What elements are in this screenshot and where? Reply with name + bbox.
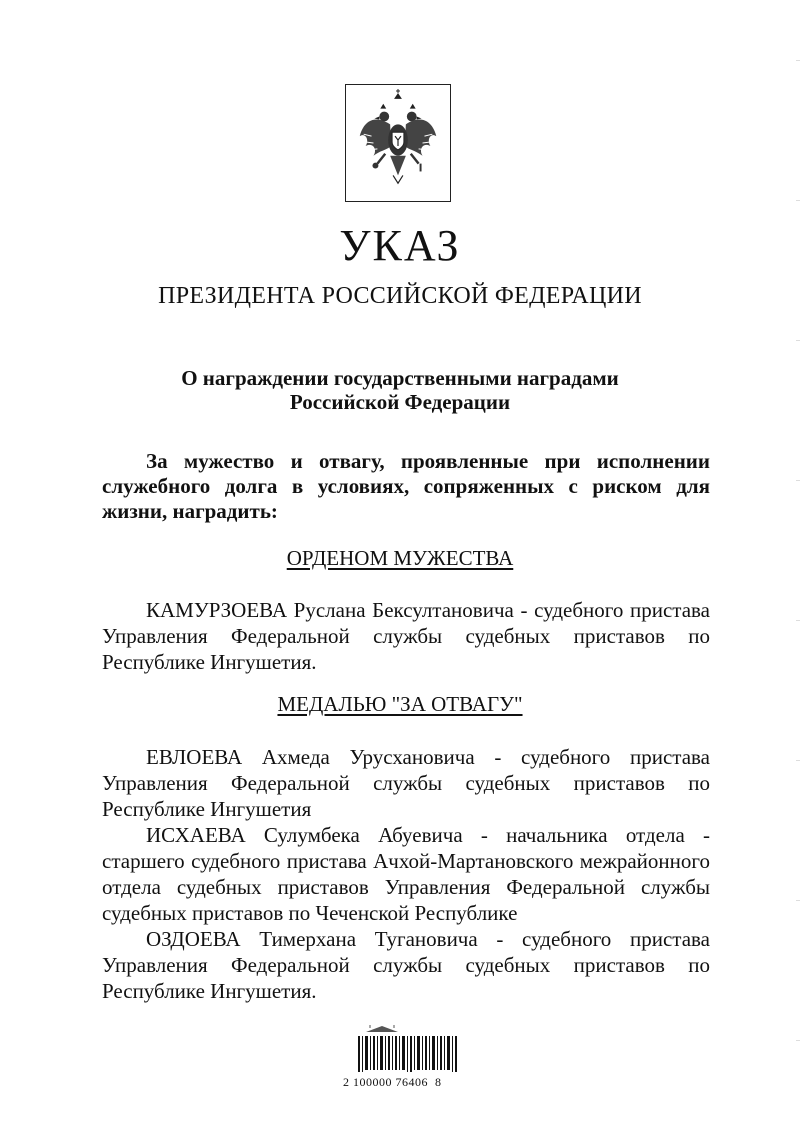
decree-subtitle: ПРЕЗИДЕНТА РОССИЙСКОЙ ФЕДЕРАЦИИ — [158, 283, 642, 309]
award-section-title — [0, 546, 800, 570]
barcode-graphic — [356, 1024, 462, 1074]
award-recipient-entry: ОЗДОЕВА Тимерхана Тугановича - судебного пристава Управления Федеральной службы судебных приставов по Республике Ингушетия. — [102, 927, 710, 1003]
decree-heading-line-1: О награждении государственными наградами — [181, 366, 619, 390]
medal-for-bravery-title: МЕДАЛЬЮ "ЗА ОТВАГУ" — [277, 692, 523, 716]
double-headed-eagle-icon — [346, 85, 450, 201]
award-recipient-entry: КАМУРЗОЕВА Руслана Бексултановича - судебного пристава Управления Федеральной службы судебных приставов по Республике Ингушетия. — [102, 598, 710, 674]
decree-intro-paragraph: За мужество и отвагу, проявленные при исполнении служебного долга в условиях, сопряженных с риском для жизни, наградить: — [102, 449, 710, 523]
barcode-icon — [356, 1024, 462, 1074]
decree-heading-line-2: Российской Федерации — [289, 390, 511, 414]
award-recipient-entry: ИСХАЕВА Сулумбека Абуевича - начальника отдела - старшего судебного пристава Ачхой-Мартановского межрайонного отдела судебных приставов Управления Федеральной службы судебных приставов по Чеченской Республике — [102, 823, 710, 925]
barcode-number: 2 100000 76406 8 — [343, 1075, 442, 1089]
order-of-courage-title: ОРДЕНОМ МУЖЕСТВА — [286, 546, 514, 570]
decree-heading — [0, 366, 800, 414]
award-section-title — [0, 692, 800, 716]
scan-edge-shadow — [796, 0, 800, 1132]
award-recipient-entry: ЕВЛОЕВА Ахмеда Урусхановича - судебного пристава Управления Федеральной службы судебных приставов по Республике Ингушетия — [102, 745, 710, 821]
decree-title: УКАЗ — [339, 221, 461, 270]
coat-of-arms-icon — [345, 84, 451, 202]
